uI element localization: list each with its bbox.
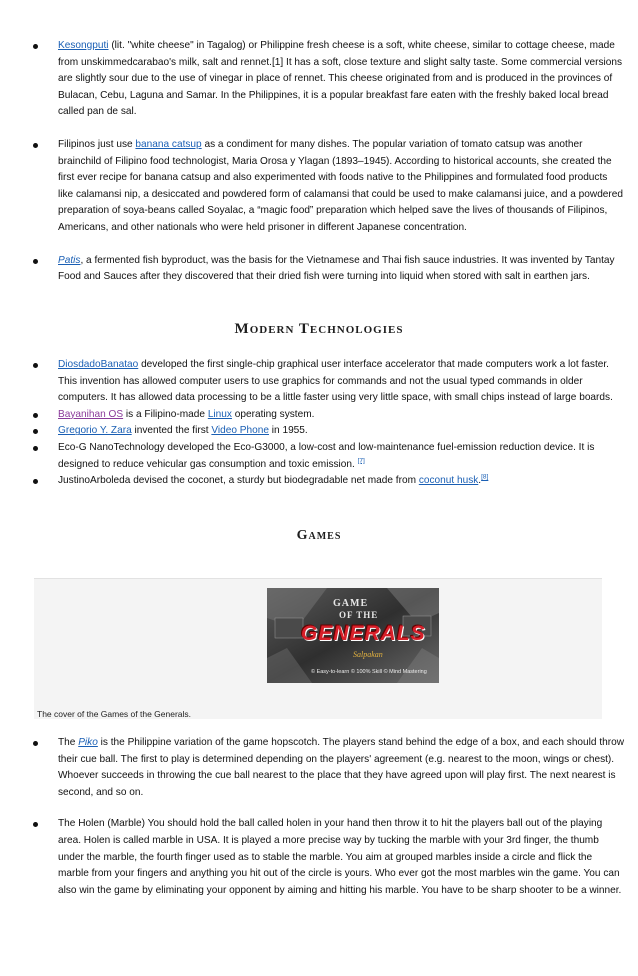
- bullet-icon: [33, 413, 38, 418]
- game-of-the-generals-cover[interactable]: [267, 588, 439, 683]
- bayanihan-os-link[interactable]: Bayanihan OS: [58, 408, 124, 420]
- list-item-text: developed the first single-chip graphical user interface accelerator that made computers work a lot faster. This invention has allowed computer users to use graphics for commands and not the usual typed commands in older computers. It has allowed data processing to be a little faster using very little space, with small chips instead of large boards.: [58, 359, 613, 404]
- list-item-text: as a condiment for many dishes. The popular variation of tomato catsup was another brainchild of Filipino food technologist, Maria Orosa y Ylagan (1893–1945). According to historical accounts, she created the first ever recipe for banana catsup and also experimented with foods native to the Philippines and formulated food products like calamansi nip, a desiccated and powdered form of calamansi that could be used to make calamansi juice, and a powdered preparation of soya-beans called Soyalac, a “magic food” preparation which helped save the lives of thousands of Filipinos, Americans, and other nationals who were held prisoner in different Japanese concentration.: [58, 138, 624, 233]
- list-item-text: The Holen (Marble) You should hold the ball called holen in your hand then throw it to hit the players ball out of the playing area. Holen is called marble in USA. It is played a more precise way by tucking the marble with your 3rd finger, the thumb under the marble, the fourth finger used as to stable the marble. You aim at grouped marbles inside a circle and flick the marble from your fingers and anything you hit out of the circle is yours. Who ever got the most marbles win the game. You can also win the game by eliminating your opponent by aiming and hitting his marble. You have to be sharp shooter to be a winner.: [58, 818, 622, 896]
- bullet-icon: [33, 479, 38, 484]
- list-item-text: The: [58, 737, 79, 748]
- list-item: [0, 473, 638, 490]
- patis-link[interactable]: Patis: [58, 254, 81, 266]
- list-item-text: Filipinos just use: [58, 138, 136, 150]
- image-gallery: [34, 578, 602, 719]
- reference-8-link[interactable]: [8]: [481, 473, 489, 481]
- tech-list: [0, 357, 638, 490]
- list-item: [0, 440, 638, 473]
- list-item-text: in 1955.: [268, 425, 308, 437]
- bullet-icon: [33, 143, 38, 148]
- list-item: [0, 38, 638, 121]
- piko-link[interactable]: Piko: [78, 737, 98, 748]
- cover-line1: GAME: [333, 598, 369, 609]
- list-item: [0, 253, 638, 286]
- cover-line2: OF THE: [339, 610, 379, 620]
- list-item-text: (lit. "white cheese" in Tagalog) or Philippine fresh cheese is a soft, white cheese, similar to cottage cheese, made from unskimmedcarabao's milk, salt and rennet.[1] It has a soft, close texture and slight salty taste. Some commercial versions are slightly sour due to the use of vinegar in place of rennet. This cheese originated from and is produced in the provinces of Bulacan, Cebu, Laguna and Samar. In the Philippines, it is a popular breakfast fare eaten with the freshly baked local bread called pan de sal.: [58, 40, 623, 118]
- banana-catsup-link[interactable]: banana catsup: [135, 138, 202, 150]
- list-item-text: invented the first: [131, 425, 212, 437]
- bullet-icon: [33, 741, 38, 746]
- list-item-text: , a fermented fish byproduct, was the basis for the Vietnamese and Thai fish sauce industries. It was invented by Tantay Food and Sauces after they discovered that their dried fish were turning into liquid when stored with salt in earthen jars.: [58, 254, 615, 283]
- bullet-icon: [33, 259, 38, 264]
- bullet-icon: [33, 446, 38, 451]
- list-item: [0, 423, 638, 440]
- video-phone-link[interactable]: Video Phone: [211, 425, 269, 437]
- food-list: [0, 38, 638, 286]
- list-item-text: is a Filipino-made: [123, 408, 208, 420]
- list-item-text: JustinoArboleda devised the coconet, a sturdy but biodegradable net made from: [58, 475, 419, 487]
- list-item: [0, 407, 638, 424]
- cover-subtitle: Salpakan: [353, 650, 383, 659]
- diosdado-banatao-link[interactable]: DiosdadoBanatao: [58, 359, 139, 370]
- list-item: [0, 816, 638, 899]
- image-caption: The cover of the Games of the Generals.: [37, 709, 192, 719]
- reference-7-link[interactable]: [7]: [357, 457, 365, 465]
- list-item: [0, 137, 638, 237]
- cover-tagline: © Easy-to-learn © 100% Skill © Mind Mastering: [311, 669, 427, 675]
- list-item-text: is the Philippine variation of the game hopscotch. The players stand behind the edge of a box, and each should throw their cue ball. The first to play is determined depending on the players' agreement (e.g. nearest to the moon, wings or chest). Whoever succeeds in throwing the cue ball nearest to the place that they have agreed upon will play first. The next nearest is second, and so on.: [58, 737, 625, 798]
- bullet-icon: [33, 44, 38, 49]
- bullet-icon: [33, 363, 38, 368]
- list-item: [0, 357, 638, 407]
- kesongputi-link[interactable]: Kesongputi: [58, 40, 109, 51]
- section-heading-modern-technologies: Modern Technologies: [234, 321, 404, 337]
- games-list: [0, 735, 638, 899]
- list-item-text: Eco-G NanoTechnology developed the Eco-G3000, a low-cost and low-maintenance fuel-emission reduction device. It is designed to reduce vehicular gas consumption and toxic emission.: [58, 441, 595, 470]
- list-item-text: .: [478, 475, 482, 487]
- list-item: [0, 735, 638, 801]
- gregorio-zara-link[interactable]: Gregorio Y. Zara: [58, 425, 132, 437]
- section-heading-games: Games: [296, 528, 342, 543]
- coconut-husk-link[interactable]: coconut husk: [418, 475, 479, 487]
- linux-link[interactable]: Linux: [207, 408, 232, 420]
- cover-title: GENERALS: [301, 622, 426, 645]
- bullet-icon: [33, 429, 38, 434]
- bullet-icon: [33, 822, 38, 827]
- list-item-text: operating system.: [231, 408, 315, 420]
